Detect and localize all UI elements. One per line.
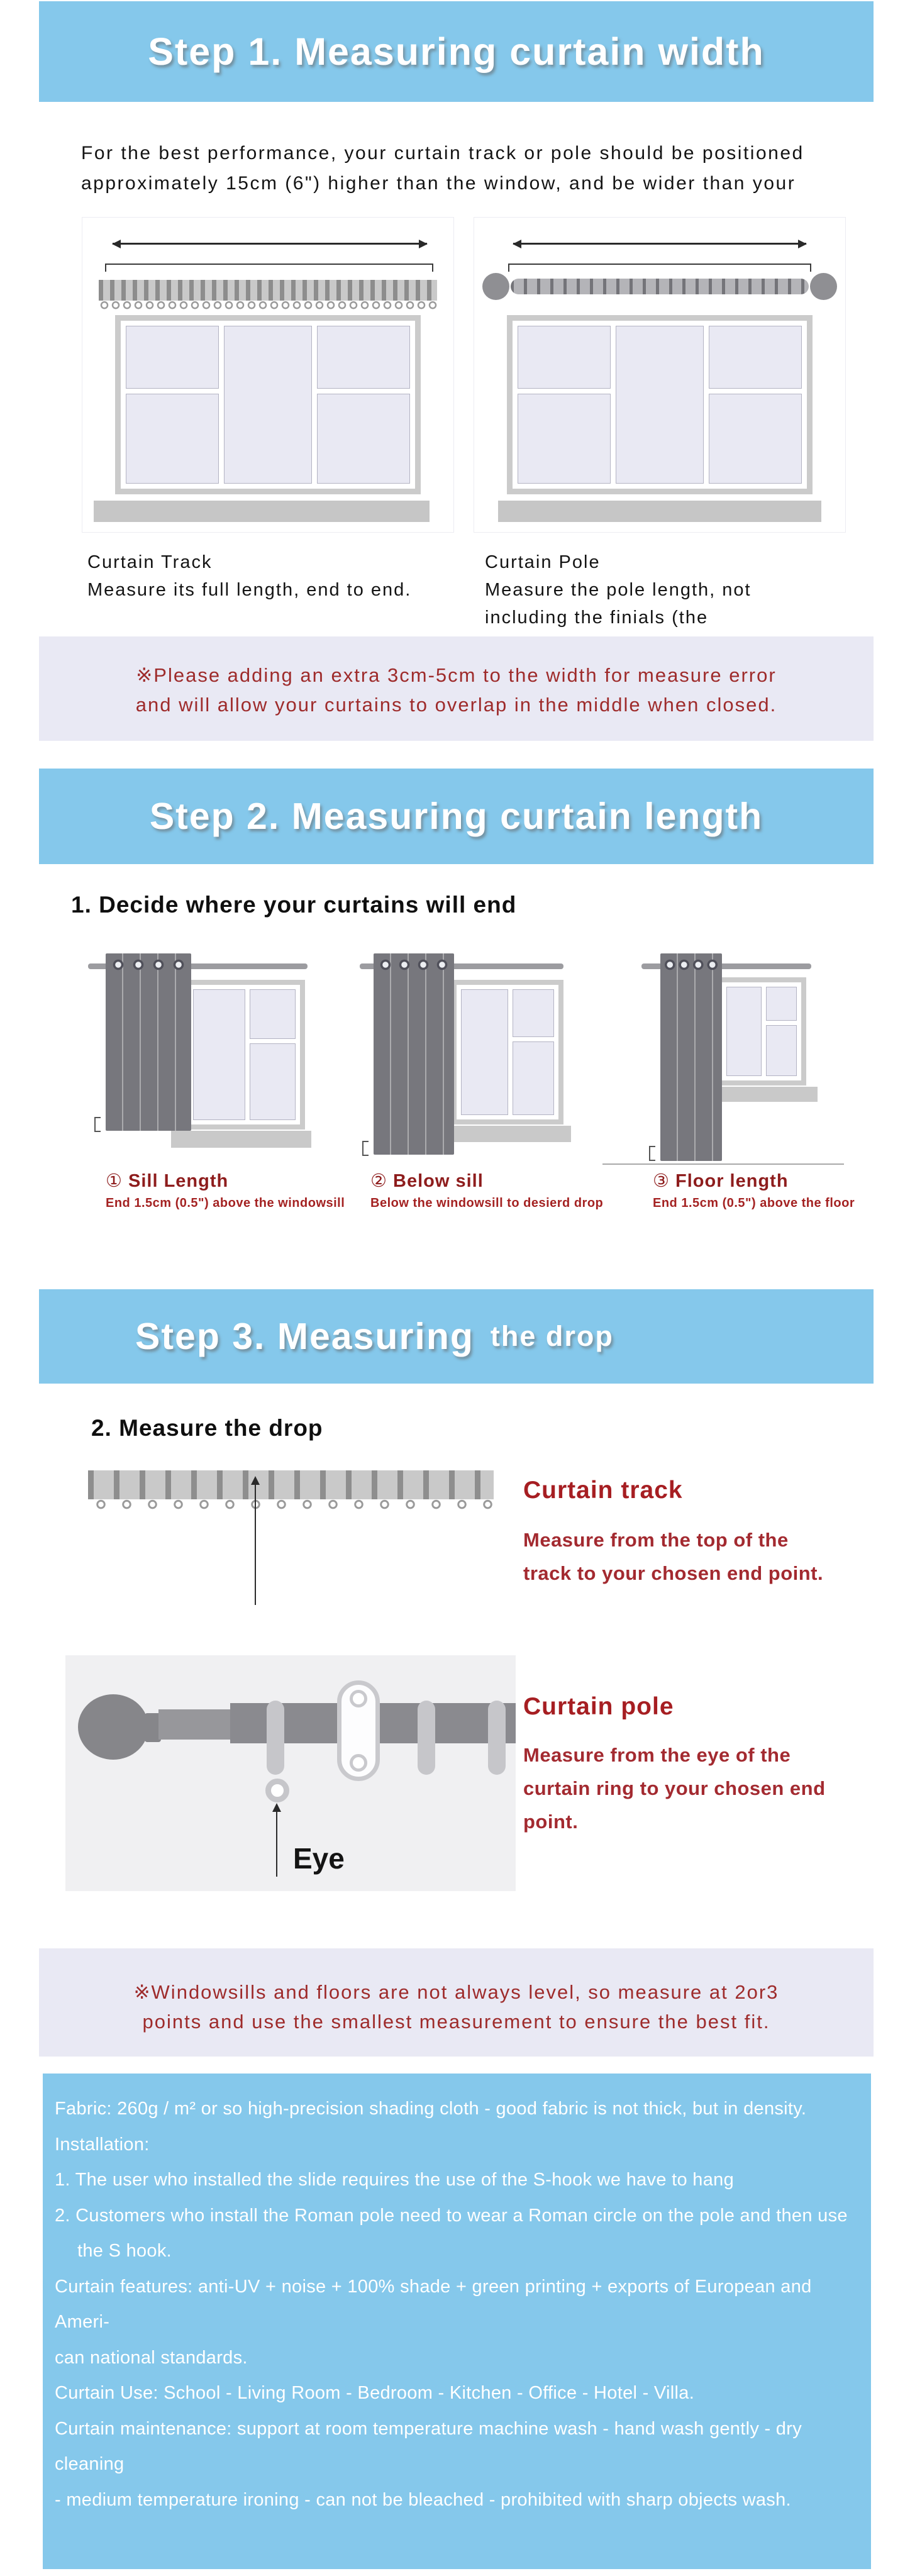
measure-tick-icon — [94, 1117, 101, 1132]
track-hooks-graphic — [99, 301, 437, 311]
footer-line: Curtain Use: School - Living Room - Bedroom - Kitchen - Office - Hotel - Villa. — [55, 2383, 695, 2403]
step1-intro-paragraph — [81, 138, 804, 199]
caption-title: Curtain Track — [87, 552, 213, 572]
footer-line: Curtain maintenance: support at room temperature machine wash - hand wash gently - dry cleaning — [55, 2418, 802, 2474]
curtain-track-window-diagram — [82, 217, 454, 533]
curtain-panel-graphic — [374, 953, 454, 1155]
window-column — [461, 989, 508, 1115]
window-column — [193, 989, 245, 1120]
caption-line: Measure the pole length, not — [485, 580, 752, 600]
window-column — [709, 326, 802, 484]
ring-eye-icon — [265, 1779, 289, 1802]
window-column — [126, 326, 219, 484]
window-pane — [766, 1025, 797, 1076]
caption-title: Curtain Pole — [485, 552, 601, 572]
curtain-pole-graphic — [511, 279, 809, 294]
measure-bracket-icon — [508, 264, 811, 272]
product-details-panel — [43, 2074, 871, 2569]
window-pane — [726, 987, 762, 1076]
step1-banner-title: Step 1. Measuring curtain width — [148, 30, 765, 73]
below-sill-diagram — [360, 945, 604, 1215]
footer-line: can national standards. — [55, 2347, 248, 2368]
window-sill-graphic — [440, 1126, 571, 1142]
curtain-track-caption — [87, 548, 411, 604]
width-arrow-icon — [513, 243, 806, 245]
window-pane — [317, 326, 410, 389]
curtain-ring-icon — [488, 1701, 506, 1775]
window-pane — [709, 394, 802, 484]
window-sill-graphic — [498, 501, 821, 522]
window-pane — [766, 987, 797, 1021]
step3-banner-title: Step 3. Measuring — [135, 1316, 474, 1357]
window-pane — [709, 326, 802, 389]
intro-line-1: For the best performance, your curtain track or pole should be positioned — [81, 143, 804, 164]
window-pane — [224, 326, 312, 484]
pole-finial-icon — [78, 1694, 148, 1760]
window-column — [616, 326, 704, 484]
eye-label: Eye — [293, 1842, 345, 1875]
window-sill-graphic — [171, 1131, 311, 1148]
step2-banner — [39, 769, 874, 864]
window-sill-graphic — [707, 1087, 818, 1102]
window-column — [224, 326, 312, 484]
step2-banner-title: Step 2. Measuring curtain length — [149, 796, 763, 837]
window-column — [513, 989, 554, 1115]
pole-thin-segment — [158, 1709, 235, 1740]
window-column — [317, 326, 410, 484]
circled-number-icon: ② — [370, 1171, 387, 1191]
curtain-pole-diagram — [65, 1655, 516, 1891]
step3-banner — [39, 1289, 874, 1384]
window-pane — [513, 1041, 554, 1115]
drop-measure-note — [39, 1948, 874, 2057]
curtain-panel-graphic — [660, 953, 722, 1161]
track-drop-section — [88, 1470, 868, 1609]
step3-heading: 2. Measure the drop — [91, 1415, 323, 1441]
curtain-track-graphic — [88, 1470, 494, 1499]
window-pane — [513, 989, 554, 1037]
window-pane — [616, 326, 704, 484]
pole-description: Measure from the eye of the curtain ring to your chosen end point. — [523, 1744, 826, 1833]
footer-line: Fabric: 260g / m² or so high-precision shading cloth - good fabric is not thick, but in density. — [55, 2099, 807, 2119]
step2-heading: 1. Decide where your curtains will end — [71, 892, 517, 918]
track-title: Curtain track — [523, 1477, 683, 1504]
curtain-pole-caption — [485, 548, 752, 631]
window-pane — [126, 326, 219, 389]
window-pane — [250, 1043, 296, 1120]
footer-line: - medium temperature ironing - can not be bleached - prohibited with sharp objects wash. — [55, 2489, 791, 2510]
window-graphic — [717, 977, 806, 1085]
window-sill-graphic — [94, 501, 430, 522]
footer-line: 1. The user who installed the slide requires the use of the S-hook we have to hang — [55, 2170, 734, 2190]
step1-banner — [39, 1, 874, 102]
pole-title: Curtain pole — [523, 1693, 674, 1720]
track-text-block — [523, 1477, 823, 1590]
option-description: End 1.5cm (0.5") above the floor — [653, 1196, 855, 1210]
option-title: ① Sill Length — [106, 1171, 229, 1191]
pole-finial-right-icon — [810, 273, 837, 300]
measure-tick-icon — [362, 1141, 369, 1156]
window-graphic — [507, 315, 813, 494]
measure-tick-icon — [649, 1146, 655, 1161]
pole-finial-left-icon — [482, 273, 509, 300]
footer-line: the S hook. — [77, 2241, 172, 2261]
window-graphic — [452, 980, 563, 1124]
option-title: ② Below sill — [370, 1171, 484, 1191]
footer-line: Curtain features: anti-UV + noise + 100% shade + green printing + exports of European and Ameri- — [55, 2276, 812, 2332]
caption-line: Measure its full length, end to end. — [87, 580, 412, 600]
note-line-2: and will allow your curtains to overlap in the middle when closed. — [135, 694, 777, 716]
intro-line-2: approximately 15cm (6") higher than the window, and be wider than your — [81, 173, 796, 194]
curtain-ring-icon — [267, 1701, 284, 1775]
window-pane — [250, 989, 296, 1039]
floor-length-diagram — [641, 945, 855, 1215]
note-line-2: points and use the smallest measurement to ensure the best fit. — [142, 2011, 770, 2033]
footer-line: Installation: — [55, 2134, 150, 2155]
option-description: End 1.5cm (0.5") above the windowsill — [106, 1196, 345, 1210]
floor-line-graphic — [602, 1163, 844, 1165]
option-description: Below the windowsill to desierd drop — [370, 1196, 604, 1210]
up-arrow-icon — [276, 1811, 277, 1877]
track-hooks-graphic — [88, 1499, 494, 1511]
curtain-panel-graphic — [106, 953, 191, 1131]
window-graphic — [184, 980, 305, 1130]
width-arrow-icon — [113, 243, 427, 245]
window-pane — [317, 394, 410, 484]
window-pane — [518, 394, 611, 484]
window-pane — [193, 989, 245, 1120]
step3-banner-subtitle: the drop — [490, 1320, 614, 1352]
pole-text-block — [523, 1693, 826, 1838]
track-description: Measure from the top of the track to your chosen end point. — [523, 1529, 824, 1584]
width-measure-note — [39, 636, 874, 741]
window-column — [766, 987, 797, 1076]
sill-length-diagram — [88, 945, 345, 1215]
window-column — [518, 326, 611, 484]
pole-bracket-icon — [337, 1680, 380, 1781]
window-pane — [461, 989, 508, 1115]
window-column — [726, 987, 762, 1076]
circled-number-icon: ③ — [653, 1171, 670, 1191]
curtain-pole-window-diagram — [474, 217, 846, 533]
option-title: ③ Floor length — [653, 1171, 789, 1191]
up-arrow-icon — [255, 1484, 256, 1605]
window-pane — [126, 394, 219, 484]
window-column — [250, 989, 296, 1120]
footer-line: 2. Customers who install the Roman pole need to wear a Roman circle on the pole and then use — [55, 2205, 848, 2226]
window-graphic — [115, 315, 421, 494]
window-pane — [518, 326, 611, 389]
pole-drop-section — [65, 1655, 858, 1897]
measure-bracket-icon — [105, 264, 433, 272]
circled-number-icon: ① — [106, 1171, 123, 1191]
note-line-1: ※Windowsills and floors are not always level, so measure at 2or3 — [133, 1981, 779, 2003]
curtain-ring-icon — [418, 1701, 435, 1775]
curtain-track-graphic — [99, 280, 437, 301]
caption-line: including the finials (the — [485, 608, 709, 628]
note-line-1: ※Please adding an extra 3cm-5cm to the width for measure error — [136, 664, 777, 686]
